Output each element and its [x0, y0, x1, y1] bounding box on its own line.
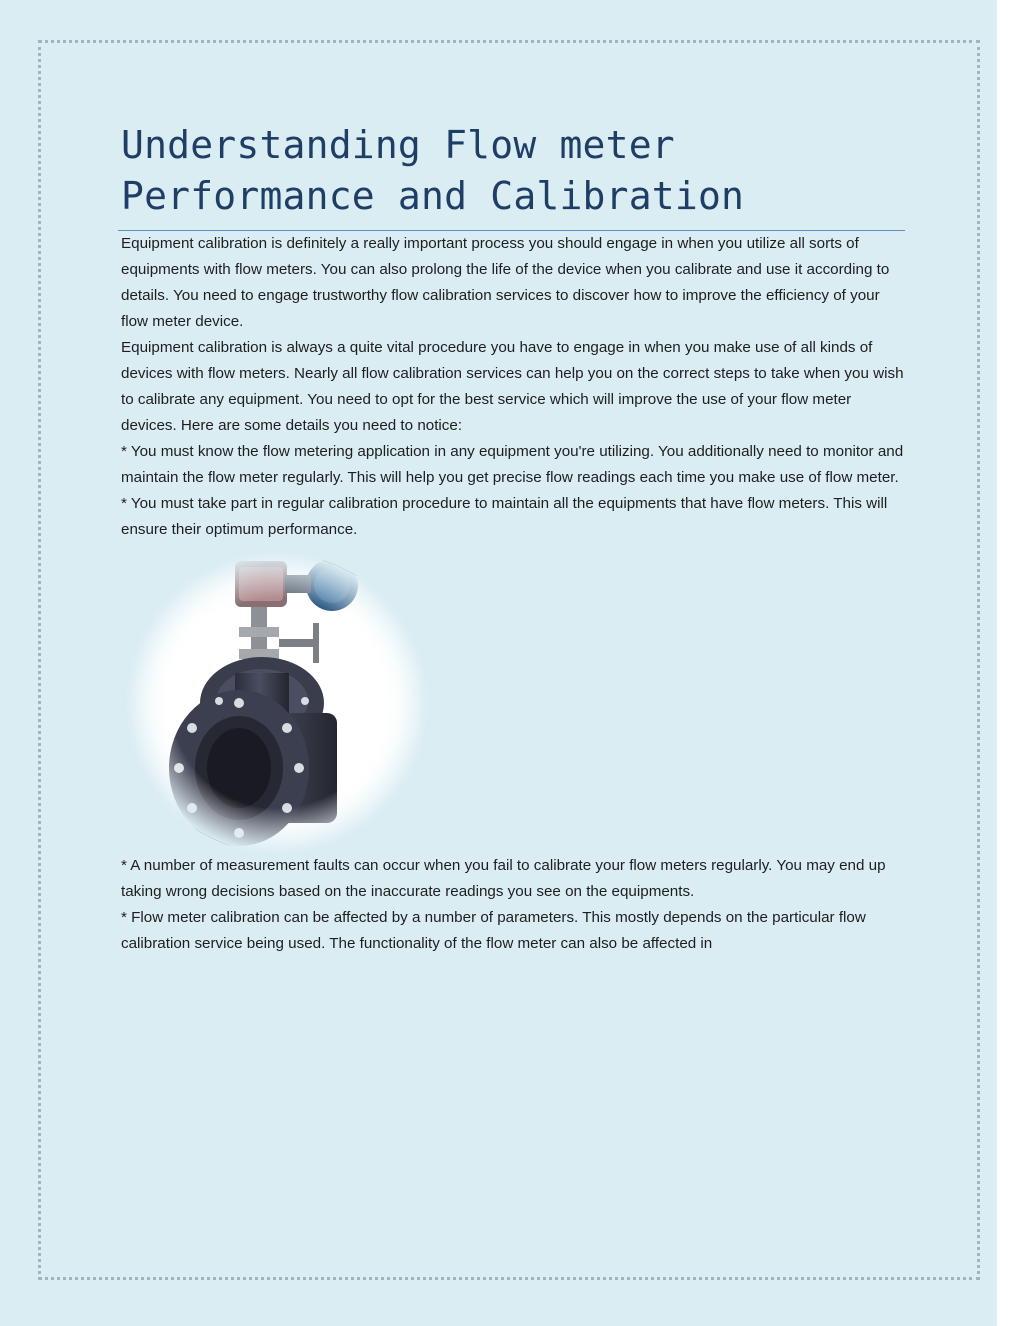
- bullet-regular-calibration: * You must take part in regular calibration procedure to maintain all the equipments that have flow meters. This will ensure their optimum performance.: [121, 495, 888, 538]
- flow-meter-illustration: [127, 553, 427, 853]
- paragraph-calibration-procedure: Equipment calibration is always a quite vital procedure you have to engage in when you make use of all kinds of devices with flow meters. Nearly all flow calibration services can help you on the correct steps to take when you wish to calibrate any equipment. You need to opt for the best service which will improve the use of your flow meter devices. Here are some details you need to notice:: [121, 339, 904, 434]
- flow-meter-image: [127, 553, 427, 853]
- document-body: [121, 120, 905, 957]
- bullet-measurement-faults: * A number of measurement faults can occur when you fail to calibrate your flow meters regularly. You may end up taking wrong decisions based on the inaccurate readings you see on the equipments.: [121, 857, 886, 900]
- document-title: Understanding Flow meter Performance and Calibration: [121, 123, 745, 218]
- paragraph-intro: Equipment calibration is definitely a really important process you should engage in when you utilize all sorts of equipments with flow meters. You can also prolong the life of the device when you calibrate and use it according to details. You need to engage trustworthy flow calibration services to discover how to improve the efficiency of your flow meter device.: [121, 235, 890, 330]
- bullet-calibration-parameters: * Flow meter calibration can be affected by a number of parameters. This mostly depends on the particular flow calibration service being used. The functionality of the flow meter can also be affected in: [121, 909, 866, 952]
- bullet-know-application: * You must know the flow metering application in any equipment you're utilizing. You additionally need to monitor and maintain the flow meter regularly. This will help you get precise flow readings each time you make use of flow meter.: [121, 443, 904, 486]
